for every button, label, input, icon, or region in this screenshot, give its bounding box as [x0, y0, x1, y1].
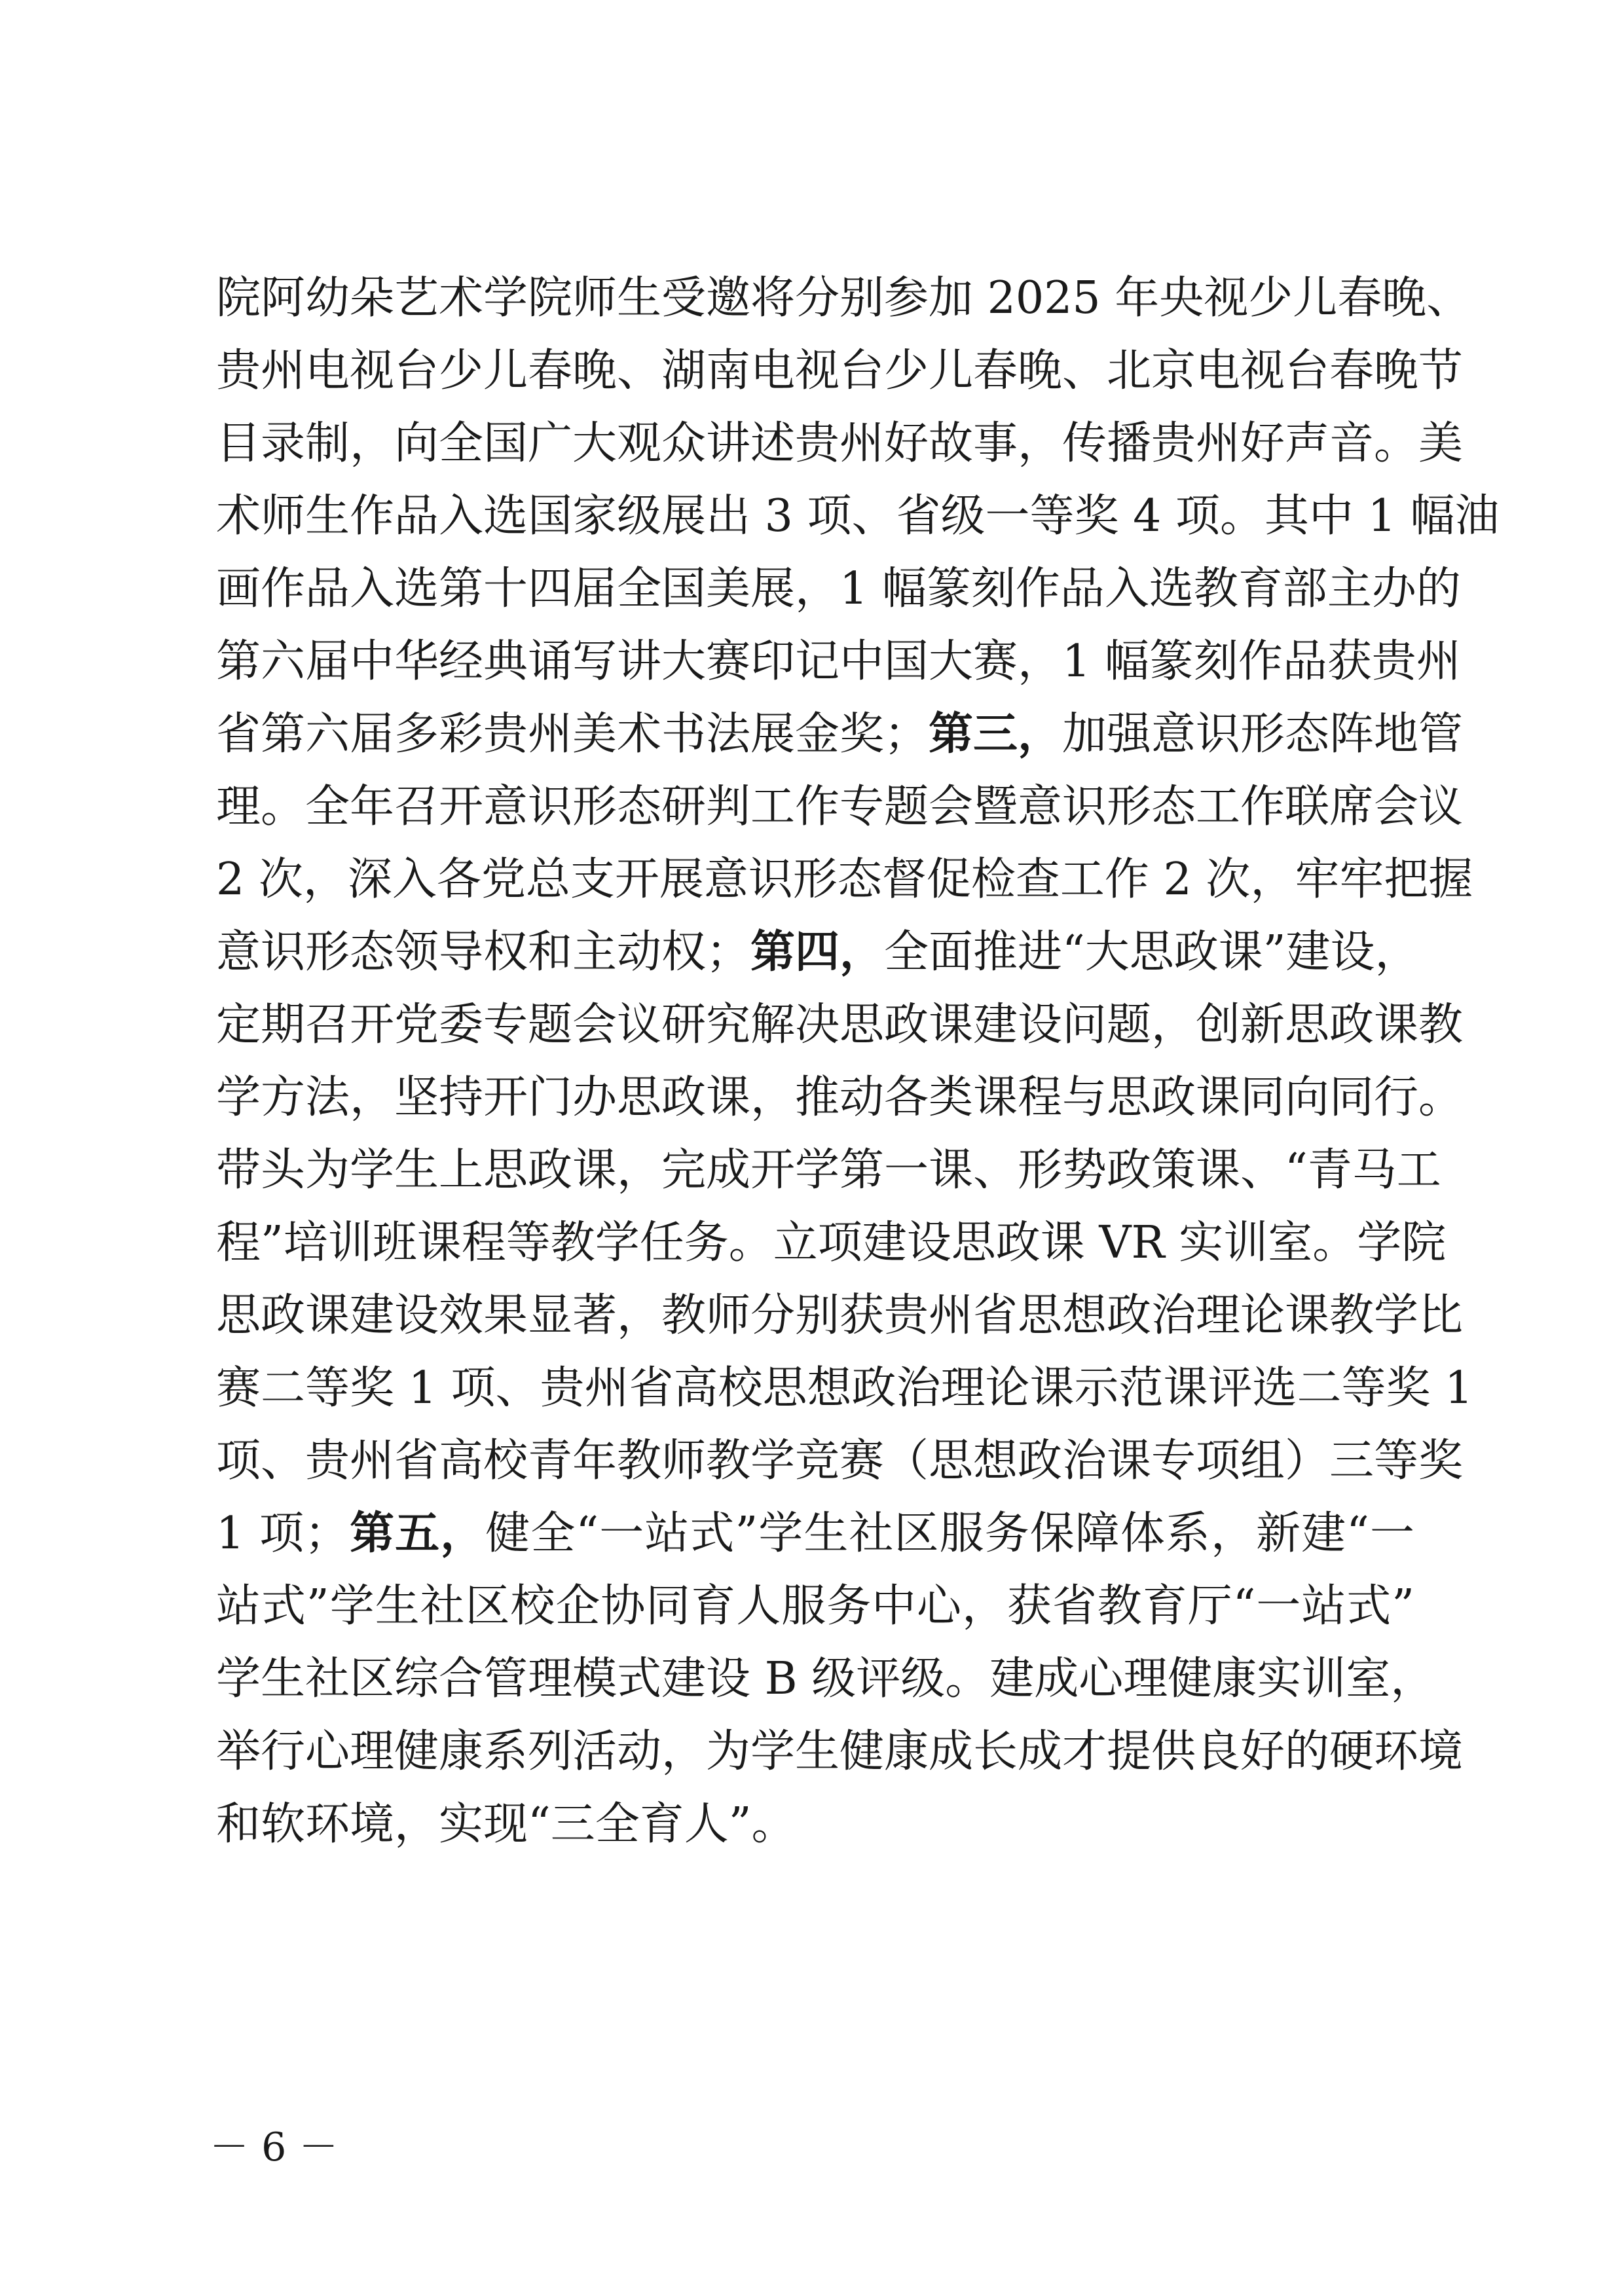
paragraph-line: 贵州电视台少儿春晚、湖南电视台少儿春晚、北京电视台春晚节 [216, 345, 1464, 397]
paragraph-line: 站式”学生社区校企协同育人服务中心，获省教育厅“一站式” [216, 1580, 1414, 1632]
bold-point-heading: 第三， [929, 708, 1063, 760]
paragraph-line: 程”培训班课程等教学任务。立项建设思政课 VR 实训室。学院 [216, 1217, 1447, 1269]
paragraph-line: 举行心理健康系列活动，为学生健康成长成才提供良好的硬环境 [216, 1726, 1464, 1777]
paragraph-line: 院阿幼朵艺术学院师生受邀将分别参加 2025 年央视少儿春晚、 [216, 272, 1471, 324]
bold-point-heading: 第五， [349, 1507, 486, 1559]
line-text: 全面推进“大思政课”建设， [884, 926, 1420, 978]
bold-point-heading: 第四， [750, 926, 885, 978]
paragraph-line: 带头为学生上思政课，完成开学第一课、形势政策课、“青马工 [216, 1144, 1441, 1196]
paragraph-line: 目录制，向全国广大观众讲述贵州好故事，传播贵州好声音。美 [216, 418, 1464, 469]
line-text: 加强意识形态阵地管 [1062, 708, 1464, 760]
line-text: 省第六届多彩贵州美术书法展金奖； [216, 708, 929, 760]
paragraph-line: 赛二等奖 1 项、贵州省高校思想政治理论课示范课评选二等奖 1 [216, 1362, 1473, 1414]
page-number: － 6 － [210, 2124, 339, 2170]
paragraph-line: 和软环境，实现“三全育人”。 [216, 1798, 796, 1850]
paragraph-line: 学方法，坚持开门办思政课，推动各类课程与思政课同向同行。 [216, 1072, 1464, 1123]
line-text: 意识形态领导权和主动权； [216, 926, 751, 978]
document-body [216, 262, 1500, 1861]
paragraph-line: 理。全年召开意识形态研判工作专题会暨意识形态工作联席会议 [216, 781, 1464, 833]
paragraph-line [216, 916, 1420, 989]
paragraph-line [216, 1497, 1414, 1570]
paragraph-line: 术师生作品入选国家级展出 3 项、省级一等奖 4 项。其中 1 幅油 [216, 490, 1500, 542]
paragraph-line: 项、贵州省高校青年教师教学竞赛（思想政治课专项组）三等奖 [216, 1435, 1464, 1487]
line-text: 1 项； [216, 1508, 350, 1559]
paragraph-line: 第六届中华经典诵写讲大赛印记中国大赛，1 幅篆刻作品获贵州 [216, 636, 1461, 687]
paragraph-line: 定期召开党委专题会议研究解决思政课建设问题，创新思政课教 [216, 999, 1464, 1051]
paragraph-line [216, 698, 1464, 771]
paragraph-line: 画作品入选第十四届全国美展，1 幅篆刻作品入选教育部主办的 [216, 563, 1461, 615]
paragraph-line: 思政课建设效果显著，教师分别获贵州省思想政治理论课教学比 [216, 1290, 1464, 1341]
paragraph-line: 2 次，深入各党总支开展意识形态督促检查工作 2 次，牢牢把握 [216, 854, 1473, 905]
line-text: 健全“一站式”学生社区服务保障体系，新建“一 [485, 1508, 1414, 1559]
paragraph-line: 学生社区综合管理模式建设 B 级评级。建成心理健康实训室， [216, 1653, 1435, 1705]
